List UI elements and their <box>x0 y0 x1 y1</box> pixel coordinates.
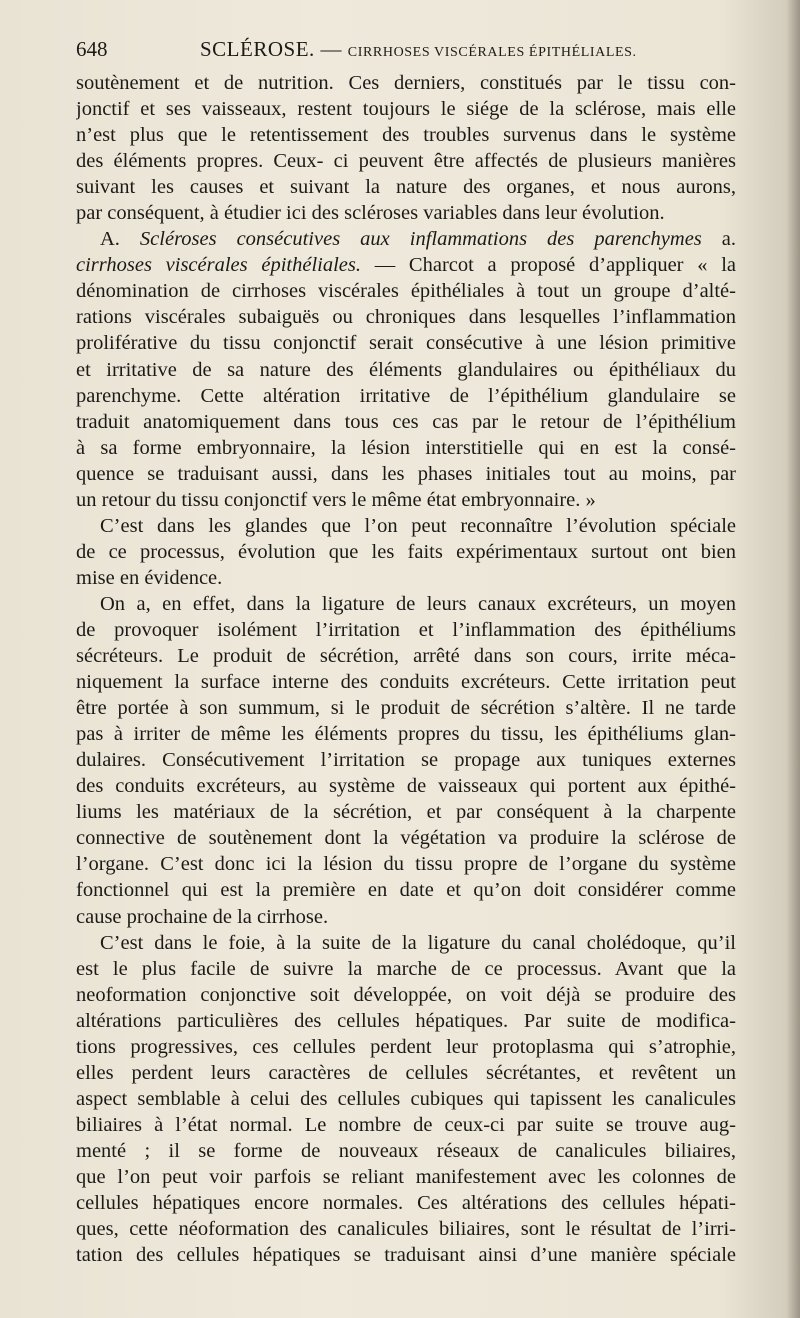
text-line: par conséquent, à étudier ici des scléroses variables dans leur évolution. <box>76 202 665 225</box>
text-line: l’organe. C’est donc ici la lésion du tissu propre de l’organe du système <box>76 853 736 876</box>
text-line: un retour du tissu conjonctif vers le même état embryonnaire. » <box>76 488 596 511</box>
text-line: niquement la surface interne des conduits excréteurs. Cette irritation peut <box>76 671 736 694</box>
text-line: menté ; il se forme de nouveaux réseaux de canalicules biliaires, <box>76 1139 736 1162</box>
text-line: On a, en effet, dans la ligature de leurs canaux excréteurs, un moyen <box>100 592 736 615</box>
text-line: rations viscérales subaiguës ou chroniques dans lesquelles l’inflammation <box>76 306 736 329</box>
running-title <box>200 34 637 68</box>
text-line: proliférative du tissu conjonctif serait consécutive à une lésion primitive <box>76 332 736 355</box>
text-line: est le plus facile de suivre la marche de ce processus. Avant que la <box>76 957 736 980</box>
text-line: tions progressives, ces cellules perdent leur protoplasma qui s’atrophie, <box>76 1035 736 1058</box>
text-line: liums les matériaux de la sécrétion, et par conséquent à la charpente <box>76 801 736 824</box>
text-line <box>76 226 736 252</box>
text-line: ques, cette néoformation des canalicules biliaires, sont le résultat de l’irri- <box>76 1218 736 1241</box>
page-edge-shadow <box>786 0 800 1318</box>
text-line: traduit anatomiquement dans tous ces cas par le retour de l’épithélium <box>76 410 736 433</box>
text-line: mise en évidence. <box>76 566 223 589</box>
text-line: quence se traduisant aussi, dans les phases initiales tout au moins, par <box>76 462 736 485</box>
text-line: C’est dans le foie, à la suite de la ligature du canal cholédoque, qu’il <box>100 931 736 954</box>
text-line: parenchyme. Cette altération irritative de l’épithélium glandulaire se <box>76 384 736 407</box>
text-line: que l’on peut voir parfois se reliant manifestement avec les colonnes de <box>76 1165 736 1188</box>
text-line: n’est plus que le retentissement des troubles survenus dans le système <box>76 124 736 147</box>
text-line: soutènement et de nutrition. Ces derniers, constitués par le tissu con- <box>76 72 736 94</box>
text-line: biliaires à l’état normal. Le nombre de ceux-ci par suite se trouve aug- <box>76 1113 736 1136</box>
page-header <box>76 34 736 64</box>
text-line: connective de soutènement dont la végétation va produire la sclérose de <box>76 827 736 850</box>
running-title-sub: CIRRHOSES VISCÉRALES ÉPITHÉLIALES. <box>347 45 637 60</box>
line-continuation: a. <box>701 228 736 251</box>
text-line: à sa forme embryonnaire, la lésion interstitielle qui en est la consé- <box>76 436 736 459</box>
text-line: sécréteurs. Le produit de sécrétion, arrêté dans son cours, irrite méca- <box>76 645 736 668</box>
italic-heading: cirrhoses viscérales épithéliales. <box>76 254 361 277</box>
text-line: tation des cellules hépatiques se traduisant ainsi d’une manière spéciale <box>76 1244 736 1267</box>
text-line: fonctionnel qui est la première en date et qu’on doit considérer comme <box>76 879 736 902</box>
text-line <box>76 252 736 278</box>
text-line: des conduits excréteurs, au système de vaisseaux qui portent aux épithé- <box>76 775 736 798</box>
text-line: de provoquer isolément l’irritation et l’inflammation des épithéliums <box>76 618 736 641</box>
text-line: cause prochaine de la cirrhose. <box>76 905 329 928</box>
body-text <box>76 70 736 1268</box>
text-line: des éléments propres. Ceux- ci peuvent être affectés de plusieurs manières <box>76 150 736 173</box>
text-line: cellules hépatiques encore normales. Ces altérations des cellules hépati- <box>76 1192 736 1215</box>
text-line: pas à irriter de même les éléments propres du tissu, les épithéliums glan- <box>76 723 736 746</box>
text-line: aspect semblable à celui des cellules cubiques qui tapissent les canalicules <box>76 1087 736 1110</box>
text-line: de ce processus, évolution que les faits expérimentaux surtout ont bien <box>76 540 736 563</box>
text-line: dulaires. Consécutivement l’irritation se propage aux tuniques externes <box>76 749 736 772</box>
text-line: neoformation conjonctive soit développée, on voit déjà se produire des <box>76 983 736 1006</box>
running-title-main: SCLÉROSE. — <box>200 37 343 61</box>
section-marker: A. <box>100 228 140 251</box>
text-line: et irritative de sa nature des éléments glandulaires ou épithéliaux du <box>76 358 736 381</box>
text-line: être portée à son summum, si le produit de sécrétion s’altère. Il ne tarde <box>76 697 736 720</box>
text-line: elles perdent leurs caractères de cellules sécrétantes, et revêtent un <box>76 1061 736 1084</box>
page-number: 648 <box>76 37 108 61</box>
text-line: suivant les causes et suivant la nature des organes, et nous aurons, <box>76 176 736 199</box>
italic-heading: Scléroses consécutives aux inflammations des parenchymes <box>139 228 702 251</box>
text-line: jonctif et ses vaisseaux, restent toujours le siége de la sclérose, mais elle <box>76 98 736 121</box>
text-line: dénomination de cirrhoses viscérales épithéliales à tout un groupe d’alté- <box>76 280 736 303</box>
line-continuation: — Charcot a proposé d’appliquer « la <box>360 254 736 277</box>
text-line: altérations particulières des cellules hépatiques. Par suite de modifica- <box>76 1009 736 1032</box>
text-line: C’est dans les glandes que l’on peut reconnaître l’évolution spéciale <box>100 514 736 537</box>
